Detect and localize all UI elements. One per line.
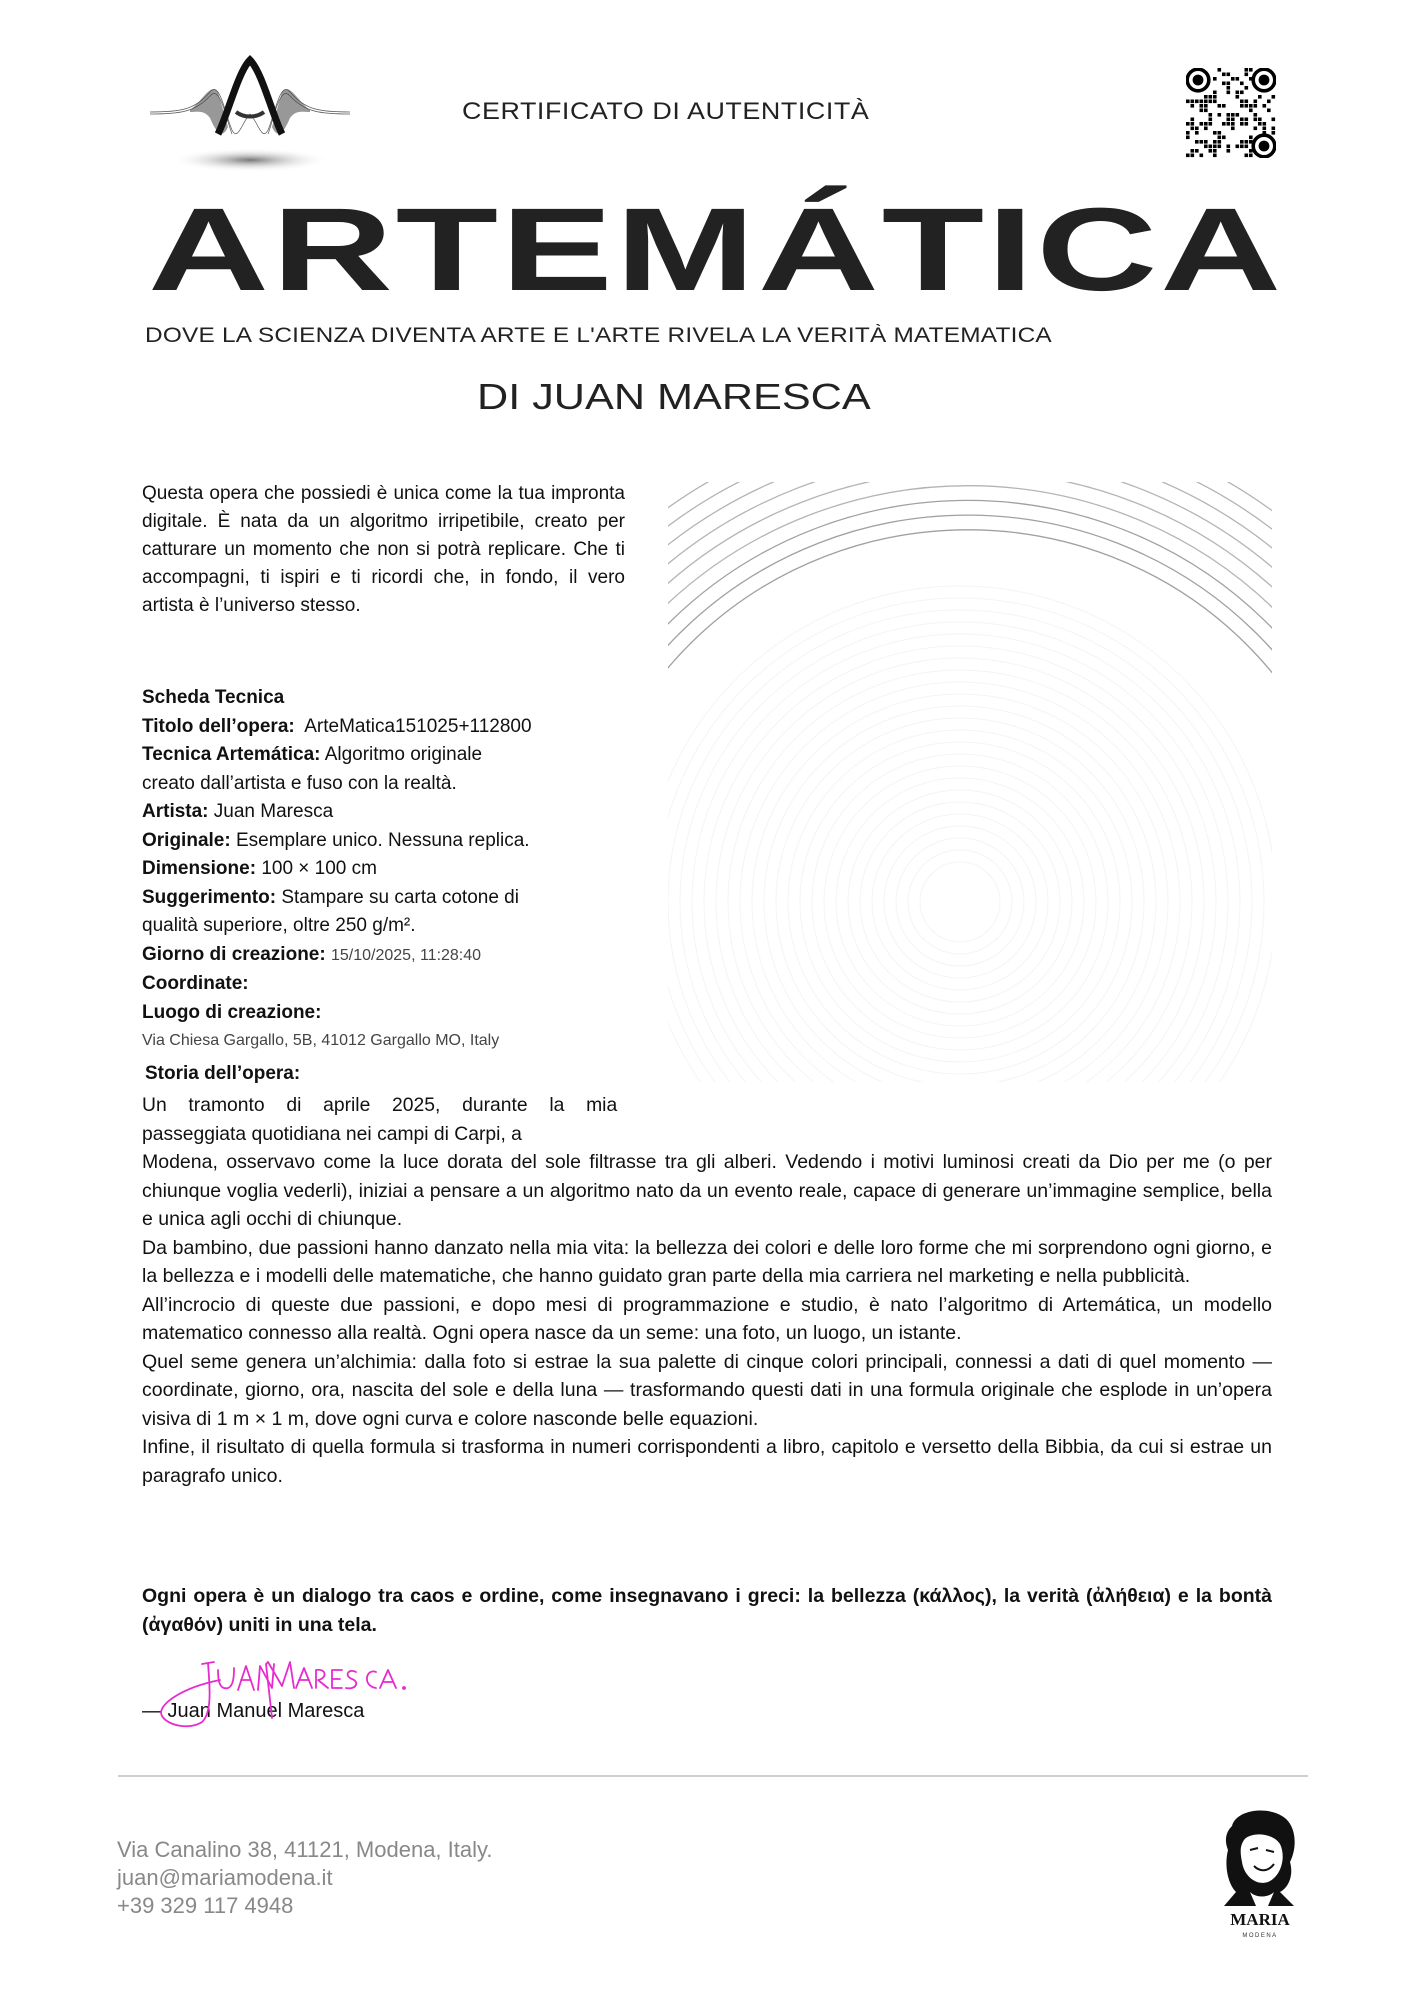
qr-module [1186, 122, 1190, 126]
footer-contact [117, 1836, 492, 1920]
qr-module [1240, 82, 1244, 86]
qr-module [1204, 95, 1208, 99]
qr-module [1245, 154, 1249, 158]
artwork-ring [704, 646, 1216, 1082]
qr-module [1213, 154, 1217, 158]
qr-module [1209, 118, 1213, 122]
qr-module [1195, 140, 1199, 144]
wave-a-logo-icon [140, 52, 360, 177]
artwork-ring [860, 802, 1060, 1002]
qr-module [1200, 100, 1204, 104]
artwork-ring [896, 838, 1024, 966]
field-value: 15/10/2025, 11:28:40 [330, 946, 482, 964]
field-label: Dimensione: [142, 858, 257, 879]
artwork-ring [824, 766, 1096, 1038]
qr-module [1236, 77, 1240, 81]
qr-module [1240, 140, 1244, 144]
field-value: Juan Maresca [213, 801, 334, 822]
qr-module [1258, 118, 1262, 122]
qr-module [1200, 154, 1204, 158]
artwork-ring [788, 730, 1132, 1074]
story-line: passeggiata quotidiana nei campi di Carpi, a [142, 1122, 522, 1145]
qr-module [1186, 131, 1190, 135]
qr-module [1218, 140, 1222, 144]
qr-module [1222, 104, 1226, 108]
qr-module [1245, 118, 1249, 122]
technical-sheet [142, 684, 642, 1056]
artwork-ring [836, 778, 1084, 1026]
qr-module [1191, 149, 1195, 153]
certificate-label: CERTIFICATO DI AUTENTICITÀ [462, 98, 870, 125]
qr-module [1249, 104, 1253, 108]
field-label: Originale: [142, 829, 231, 851]
qr-module [1227, 122, 1231, 126]
field-label: Artista: [142, 801, 209, 822]
qr-module [1272, 127, 1276, 131]
qr-module [1218, 145, 1222, 149]
qr-module [1213, 140, 1217, 144]
qr-module [1245, 122, 1249, 126]
qr-module [1222, 73, 1226, 77]
qr-module [1254, 113, 1258, 117]
qr-module [1249, 109, 1253, 113]
footer-address: Via Canalino 38, 41121, Modena, Italy. [117, 1837, 493, 1862]
story-paragraph: Infine, il risultato di quella formula si trasforma in numeri corrispondenti a libro, capitolo e versetto della Bibbia, da cui si estrae un paragrafo unico. [142, 1436, 1272, 1487]
qr-module [1231, 77, 1235, 81]
signature-name: — Juan Manuel Maresca [142, 1700, 365, 1722]
artwork-image [668, 482, 1272, 1082]
artwork-ring [752, 694, 1168, 1082]
qr-module [1240, 91, 1244, 95]
qr-module [1222, 136, 1226, 140]
field-value: Algoritmo originale [324, 744, 483, 765]
qr-module [1245, 68, 1249, 72]
artwork-ring [692, 634, 1228, 1082]
field-label: Tecnica Artemática: [142, 744, 321, 765]
qr-module [1222, 122, 1226, 126]
artwork-ring [776, 718, 1144, 1082]
main-title-text: ARTEMÁTICA [148, 184, 1285, 316]
field-value: ArteMatica151025+112800 [304, 715, 532, 737]
qr-module [1254, 100, 1258, 104]
footer-email[interactable]: juan@mariamodena.it [117, 1865, 333, 1890]
qr-module [1240, 100, 1244, 104]
qr-module [1213, 149, 1217, 153]
artwork-ring [728, 670, 1192, 1082]
qr-module [1240, 104, 1244, 108]
qr-module [1249, 77, 1253, 81]
field-technique [142, 741, 642, 770]
qr-module [1227, 118, 1231, 122]
technical-sheet-heading: Scheda Tecnica [142, 687, 285, 708]
qr-module [1204, 104, 1208, 108]
qr-module [1227, 113, 1231, 117]
artwork-ring [872, 814, 1048, 990]
qr-module [1204, 122, 1208, 126]
qr-module [1191, 154, 1195, 158]
qr-module [1245, 145, 1249, 149]
qr-module [1227, 73, 1231, 77]
qr-module [1249, 68, 1253, 72]
qr-module [1195, 100, 1199, 104]
qr-module [1191, 118, 1195, 122]
qr-module [1204, 140, 1208, 144]
qr-module [1263, 104, 1267, 108]
artwork-ring [920, 862, 1000, 942]
story-intro-lines [142, 1091, 617, 1148]
qr-module [1209, 122, 1213, 126]
qr-module [1213, 131, 1217, 135]
qr-module [1213, 77, 1217, 81]
qr-module [1209, 100, 1213, 104]
qr-module [1245, 100, 1249, 104]
qr-module [1209, 113, 1213, 117]
field-place-value: Via Chiesa Gargallo, 5B, 41012 Gargallo MO, Italy [142, 1032, 500, 1049]
story-paragraph: Quel seme genera un’alchimia: dalla foto si estrae la sua palette di cinque colori principali, connessi a dati di quel momento — coordinate, giorno, ora, nascita del sole e della luna — trasformando questi dati in una formula originale che esplode in un’opera visiva di 1 m × 1 m, dove ogni curva e colore nasconde belle equazioni. [142, 1350, 1272, 1430]
main-title [148, 184, 1285, 316]
artwork-ring [908, 850, 1012, 954]
qr-module [1213, 91, 1217, 95]
qr-module [1218, 131, 1222, 135]
qr-module [1200, 104, 1204, 108]
qr-module [1218, 68, 1222, 72]
field-place-label: Luogo di creazione: [142, 1001, 322, 1023]
qr-module [1240, 122, 1244, 126]
field-label: Giorno di creazione: [142, 943, 326, 965]
qr-module [1191, 100, 1195, 104]
story-paragraph: Da bambino, due passioni hanno danzato nella mia vita: la bellezza dei colori e delle loro forme che mi sorprendono ogni giorno, e la bellezza e i modelli delle matematiche, che hanno guidato gran parte della mia carriera nel marketing e nella pubblicità. [142, 1236, 1272, 1287]
qr-module [1272, 118, 1276, 122]
qr-module [1195, 127, 1199, 131]
qr-module [1249, 140, 1253, 144]
qr-module [1254, 127, 1258, 131]
field-value: Stampare su carta cotone di [281, 886, 519, 908]
qr-module [1200, 109, 1204, 113]
artwork-ring [668, 530, 1272, 1082]
qr-module [1272, 95, 1276, 99]
artwork-ring [680, 622, 1240, 1082]
qr-module [1209, 145, 1213, 149]
field-value: qualità superiore, oltre 250 g/m². [142, 915, 416, 936]
qr-module [1186, 100, 1190, 104]
intro-paragraph: Questa opera che possiedi è unica come la tua impronta digitale. È nata da un algoritmo irripetibile, creato per catturare un momento che non si potrà replicare. Che ti accompagni, ti ispiri e ti ricordi che, in fondo, il vero artista è l’universo stesso. [142, 483, 625, 616]
qr-module [1204, 145, 1208, 149]
qr-module [1231, 127, 1235, 131]
qr-module [1218, 104, 1222, 108]
qr-module [1245, 140, 1249, 144]
qr-module [1249, 149, 1253, 153]
qr-module [1254, 104, 1258, 108]
qr-module [1236, 91, 1240, 95]
qr-module [1240, 145, 1244, 149]
footer-phone[interactable]: +39 329 117 4948 [117, 1893, 294, 1918]
qr-module [1231, 122, 1235, 126]
story-paragraph: All’incrocio di queste due passioni, e dopo mesi di programmazione e studio, è nato l’algoritmo di Artemática, un modello matematico connesso alla realtà. Ogni opera nasce da un seme: una foto, un luogo, un istante. [142, 1293, 1272, 1344]
qr-module [1213, 145, 1217, 149]
qr-module [1231, 118, 1235, 122]
footer-divider [118, 1775, 1308, 1777]
qr-module [1245, 86, 1249, 90]
field-value: creato dall’artista e fuso con la realtà. [142, 772, 457, 794]
maria-modena-logo [1210, 1806, 1310, 1946]
qr-module [1227, 149, 1231, 153]
qr-module [1249, 154, 1253, 158]
qr-module [1263, 122, 1267, 126]
author-title: DI JUAN MARESCA [477, 376, 871, 417]
qr-module [1213, 100, 1217, 104]
field-dimension [142, 855, 642, 884]
qr-module [1272, 131, 1276, 135]
handwritten-signature [140, 1658, 430, 1738]
qr-module [1186, 154, 1190, 158]
field-value: Esemplare unico. Nessuna replica. [235, 829, 530, 851]
qr-module [1245, 73, 1249, 77]
artwork-ring [812, 754, 1108, 1050]
qr-module [1204, 109, 1208, 113]
field-artist [142, 798, 642, 827]
qr-module [1227, 82, 1231, 86]
qr-module [1227, 145, 1231, 149]
qr-module [1267, 109, 1271, 113]
tagline: DOVE LA SCIENZA DIVENTA ARTE E L'ARTE RIVELA LA VERITÀ MATEMATICA [145, 324, 1052, 347]
field-original [142, 827, 642, 856]
field-value: 100 × 100 cm [261, 858, 377, 879]
qr-module [1218, 113, 1222, 117]
qr-module [1200, 140, 1204, 144]
qr-module [1249, 136, 1253, 140]
qr-module [1236, 145, 1240, 149]
artwork-ring [848, 790, 1072, 1014]
qr-module [1200, 122, 1204, 126]
story-line: Un tramonto di aprile 2025, durante la mia [142, 1094, 618, 1116]
field-label: Suggerimento: [142, 886, 277, 908]
field-label: Titolo dell’opera: [142, 715, 295, 737]
qr-module [1236, 113, 1240, 117]
maria-logo-text: MARIA [1230, 1910, 1290, 1929]
qr-module [1195, 149, 1199, 153]
qr-module [1263, 127, 1267, 131]
qr-code-icon[interactable] [1186, 68, 1276, 158]
field-coordinates-label: Coordinate: [142, 973, 249, 994]
maria-logo-subtext: MODENA [1242, 1933, 1278, 1939]
qr-module [1191, 122, 1195, 126]
qr-module [1267, 100, 1271, 104]
artwork-ring [884, 826, 1036, 978]
qr-module [1204, 100, 1208, 104]
qr-module [1186, 136, 1190, 140]
qr-module [1213, 95, 1217, 99]
qr-module [1195, 131, 1199, 135]
qr-module [1258, 95, 1262, 99]
qr-module [1236, 95, 1240, 99]
qr-module [1254, 118, 1258, 122]
story-body [142, 1148, 1272, 1490]
story-heading: Storia dell’opera: [145, 1063, 301, 1084]
qr-module [1231, 113, 1235, 117]
qr-module [1209, 95, 1213, 99]
qr-module [1227, 86, 1231, 90]
qr-module [1240, 118, 1244, 122]
qr-module [1245, 104, 1249, 108]
artwork-ring [716, 658, 1204, 1082]
story-paragraph: Modena, osservavo come la luce dorata del sole filtrasse tra gli alberi. Vedendo i motivi luminosi creati da Dio per me (o per chiunque voglia vederli), iniziai a pensare a un algoritmo nato da un evento reale, capace di generare un’immagine semplice, bella e unica agli occhi di chiunque. [142, 1151, 1272, 1230]
field-title [142, 713, 642, 742]
field-creation-date [142, 941, 642, 971]
qr-module [1258, 122, 1262, 126]
qr-module [1191, 104, 1195, 108]
field-suggestion [142, 884, 642, 913]
qr-module [1218, 136, 1222, 140]
qr-module [1222, 82, 1226, 86]
qr-module [1191, 127, 1195, 131]
qr-module [1227, 91, 1231, 95]
qr-module [1263, 131, 1267, 135]
artwork-ring [668, 500, 1272, 1082]
closing-statement: Ogni opera è un dialogo tra caos e ordine, come insegnavano i greci: la bellezza (κάλλος), la verità (ἀλήθεια) e la bontà (ἀγαθόν) uniti in una tela. [142, 1585, 1272, 1636]
qr-module [1209, 149, 1213, 153]
qr-module [1204, 127, 1208, 131]
